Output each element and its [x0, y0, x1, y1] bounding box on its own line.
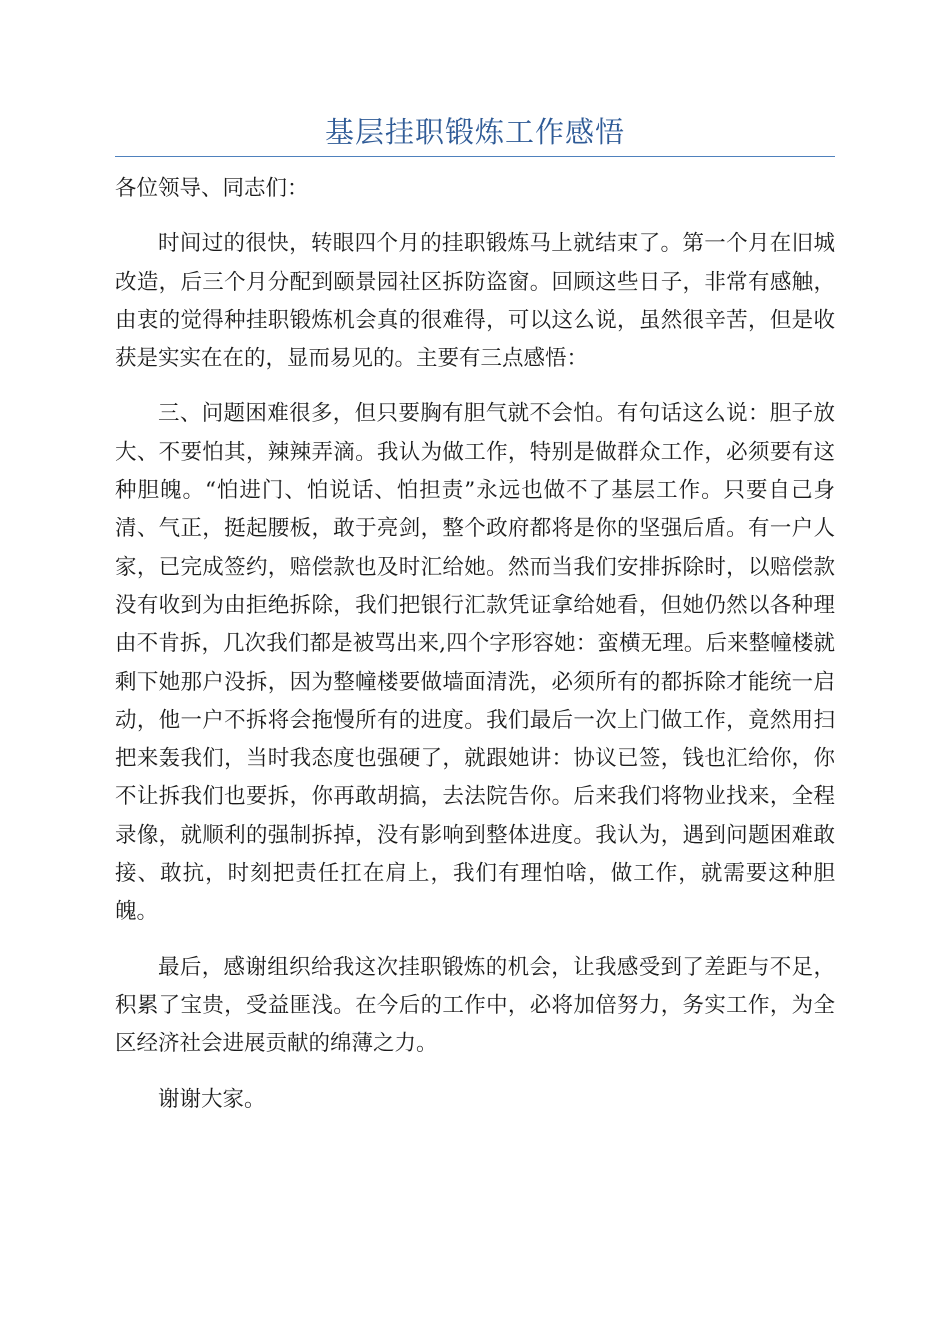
title-block — [115, 112, 835, 157]
closing-thanks: 谢谢大家。 — [158, 1086, 266, 1112]
greeting: 各位领导、同志们： — [115, 176, 309, 201]
paragraph-conclusion: 最后，感谢组织给我这次挂职锻炼的机会，让我感受到了差距与不足，积累了宝贵，受益匪浅。在今后的工作中，必将加倍努力，务实工作，为全区经济社会进展贡献的绵薄之力。 — [115, 954, 835, 1057]
document-title: 基层挂职锻炼工作感悟 — [324, 115, 625, 149]
document-body — [115, 170, 835, 1119]
paragraph-point-three: 三、问题困难很多，但只要胸有胆气就不会怕。有句话这么说：胆子放大、不要怕其，辣辣弄滴。我认为做工作，特别是做群众工作，必须要有这种胆魄。“怕进门、怕说话、怕担责”永远也做不了基层工作。只要自己身清、气正，挺起腰板，敢于亮剑，整个政府都将是你的坚强后盾。有一户人家，已完成签约，赔偿款也及时汇给她。然而当我们安排拆除时，以赔偿款没有收到为由拒绝拆除，我们把银行汇款凭证拿给她看，但她仍然以各种理由不肯拆，几次我们都是被骂出来,四个字形容她：蛮横无理。后来整幢楼就剩下她那户没拆，因为整幢楼要做墙面清洗，必须所有的都拆除才能统一启动，他一户不拆将会拖慢所有的进度。我们最后一次上门做工作，竟然用扫把来轰我们，当时我态度也强硬了，就跟她讲：协议已签，钱也汇给你，你不让拆我们也要拆，你再敢胡搞，去法院告你。后来我们将物业找来，全程录像，就顺利的强制拆掉，没有影响到整体进度。我认为，遇到问题困难敢接、敢抗，时刻把责任扛在肩上，我们有理怕啥，做工作，就需要这种胆魄。 — [115, 401, 835, 925]
paragraph-intro: 时间过的很快，转眼四个月的挂职锻炼马上就结束了。第一个月在旧城改造，后三个月分配到颐景园社区拆防盗窗。回顾这些日子，非常有感触，由衷的觉得种挂职锻炼机会真的很难得，可以这么说，虽然很辛苦，但是收获是实实在在的，显而易见的。主要有三点感悟： — [115, 231, 835, 372]
